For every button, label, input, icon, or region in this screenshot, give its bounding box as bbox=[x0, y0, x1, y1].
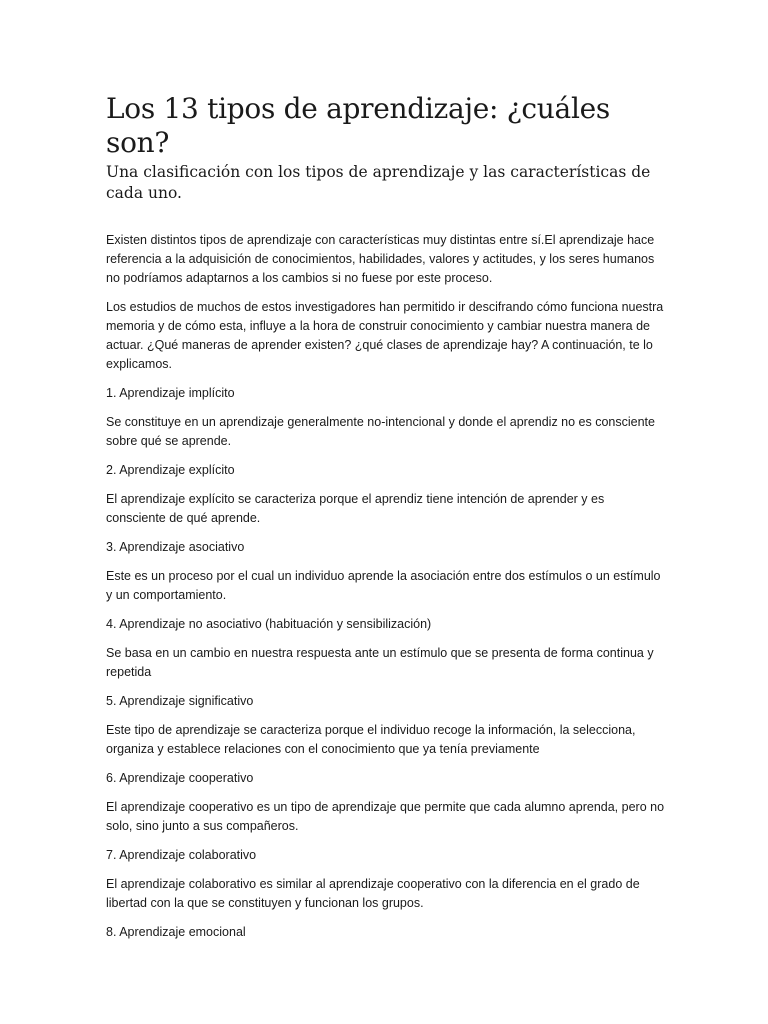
section-heading: 3. Aprendizaje asociativo bbox=[106, 540, 245, 554]
section-text: El aprendizaje colaborativo es similar al aprendizaje cooperativo con la diferencia en el grado de libertad con la que se constituyen y funcionan los grupos. bbox=[106, 877, 640, 910]
section-heading: 1. Aprendizaje implícito bbox=[106, 386, 235, 400]
section-text: El aprendizaje cooperativo es un tipo de aprendizaje que permite que cada alumno aprenda, pero no solo, sino junto a sus compañeros. bbox=[106, 800, 665, 833]
section-text: Este tipo de aprendizaje se caracteriza porque el individuo recoge la información, la selecciona, organiza y establece relaciones con el conocimiento que ya tenía previamente bbox=[106, 723, 636, 756]
section-text: Este es un proceso por el cual un individuo aprende la asociación entre dos estímulos o un estímulo y un comportamiento. bbox=[106, 569, 661, 602]
document-title: Los 13 tipos de aprendizaje: ¿cuáles son? bbox=[106, 92, 610, 159]
section-heading: 5. Aprendizaje significativo bbox=[106, 694, 254, 708]
section-heading: 8. Aprendizaje emocional bbox=[106, 925, 246, 939]
section-heading: 7. Aprendizaje colaborativo bbox=[106, 848, 257, 862]
intro-paragraph: Existen distintos tipos de aprendizaje con características muy distintas entre sí.El aprendizaje hace referencia a la adquisición de conocimientos, habilidades, valores y actitudes, y los seres humanos no podríamos adaptarnos a los cambios si no fuese por este proceso. bbox=[106, 233, 655, 285]
section-text: Se constituye en un aprendizaje generalmente no-intencional y donde el aprendiz no es consciente sobre qué se aprende. bbox=[106, 415, 655, 448]
document-content bbox=[106, 92, 666, 952]
intro-section bbox=[106, 231, 666, 374]
document-subtitle: Una clasificación con los tipos de aprendizaje y las características de cada uno. bbox=[106, 163, 651, 202]
section-heading: 6. Aprendizaje cooperativo bbox=[106, 771, 254, 785]
section-text: Se basa en un cambio en nuestra respuesta ante un estímulo que se presenta de forma continua y repetida bbox=[106, 646, 654, 679]
intro-paragraph: Los estudios de muchos de estos investigadores han permitido ir descifrando cómo funciona nuestra memoria y de cómo esta, influye a la hora de construir conocimiento y cambiar nuestra manera de actuar. ¿Qué maneras de aprender existen? ¿qué clases de aprendizaje hay? A continuación, te lo explicamos. bbox=[106, 300, 664, 371]
section-heading: 2. Aprendizaje explícito bbox=[106, 463, 235, 477]
section-text: El aprendizaje explícito se caracteriza porque el aprendiz tiene intención de aprender y es consciente de qué aprende. bbox=[106, 492, 605, 525]
section-heading: 4. Aprendizaje no asociativo (habituación y sensibilización) bbox=[106, 617, 432, 631]
sections-list bbox=[106, 384, 666, 942]
